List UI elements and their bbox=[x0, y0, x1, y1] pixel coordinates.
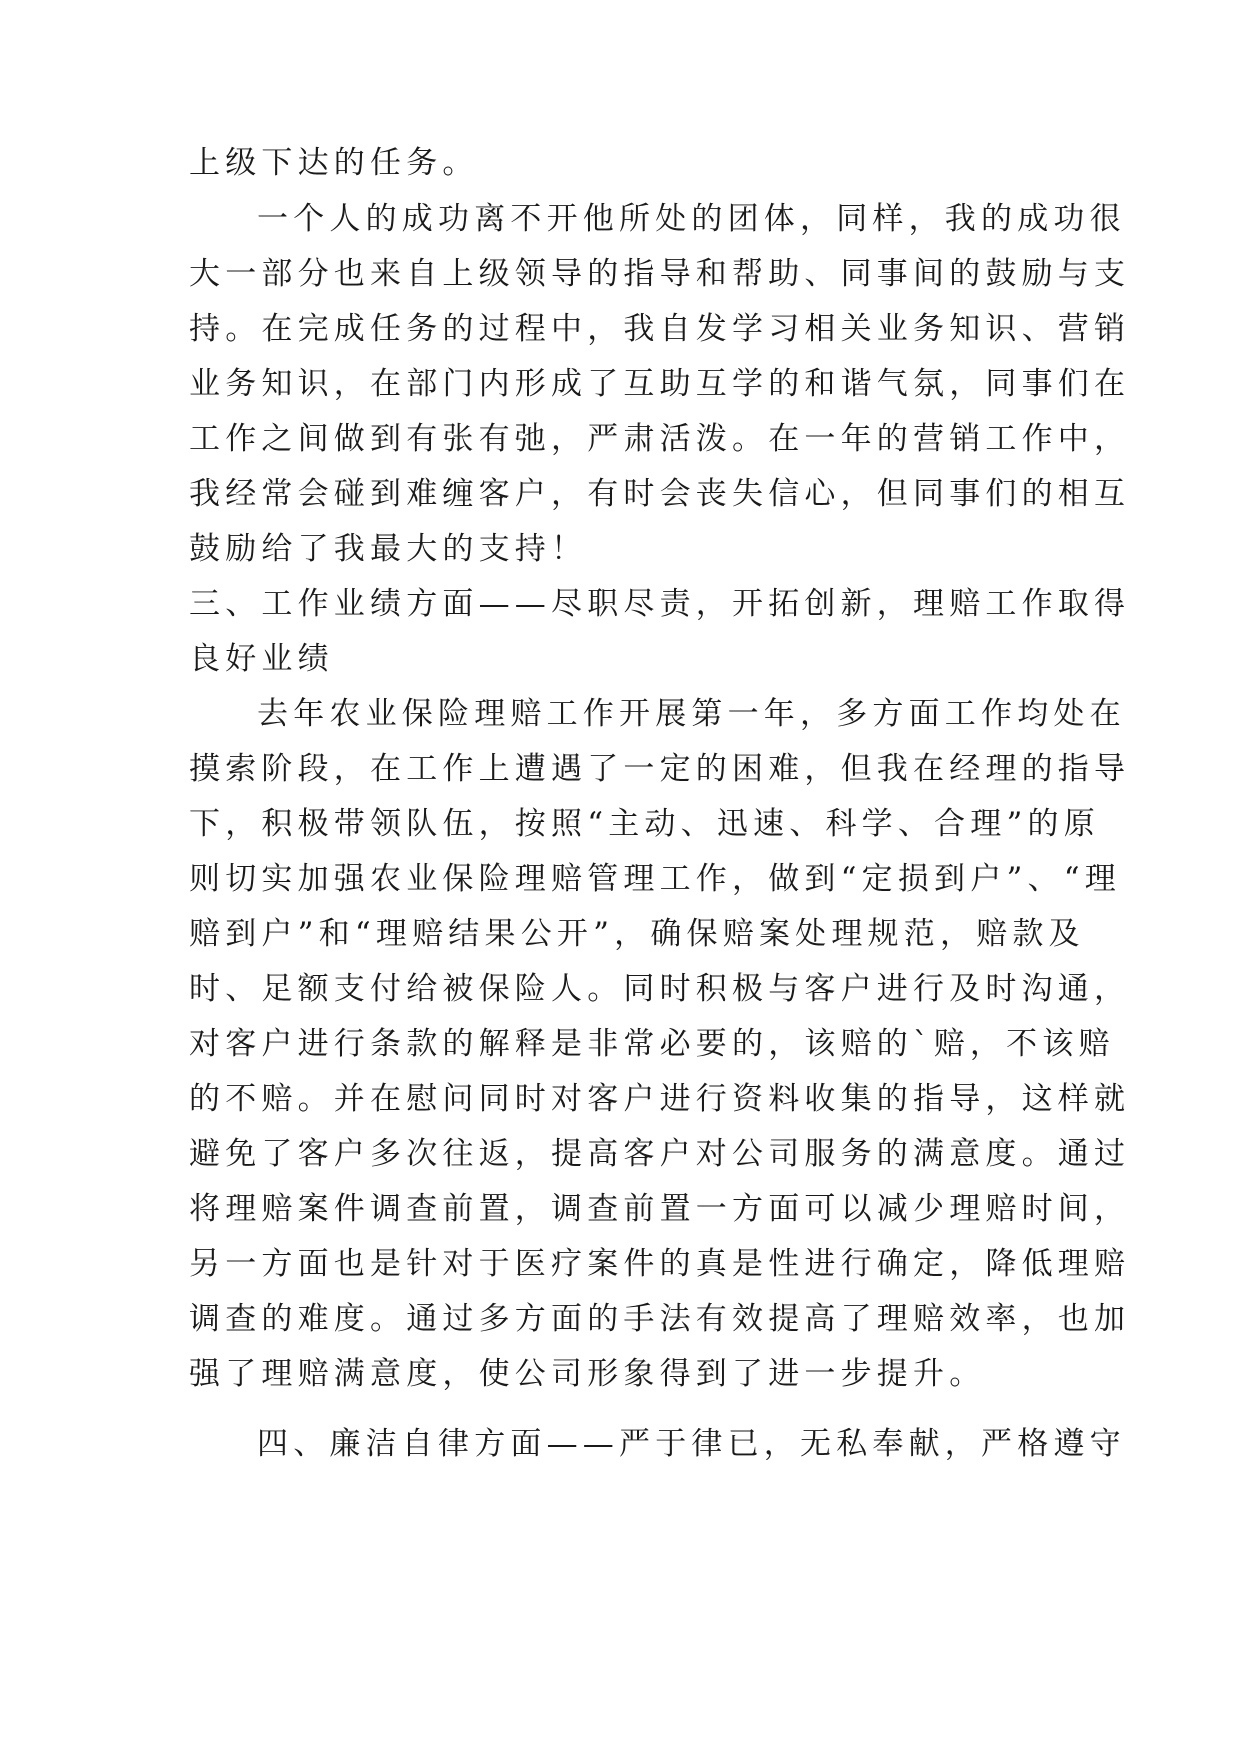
section-heading: 四、廉洁自律方面——严于律已，无私奉献，严格遵守 bbox=[257, 1426, 1126, 1462]
text-line: 的不赔。并在慰问同时对客户进行资料收集的指导，这样就 bbox=[189, 1081, 1131, 1117]
text-line: 大一部分也来自上级领导的指导和帮助、同事间的鼓励与支 bbox=[189, 256, 1131, 292]
text-line: 赔到户”和“理赔结果公开”，确保赔案处理规范，赔款及 bbox=[189, 916, 1085, 952]
text-line: 业务知识，在部门内形成了互助互学的和谐气氛，同事们在 bbox=[189, 366, 1131, 402]
text-line: 摸索阶段，在工作上遭遇了一定的困难，但我在经理的指导 bbox=[189, 751, 1131, 787]
text-line: 持。在完成任务的过程中，我自发学习相关业务知识、营销 bbox=[189, 311, 1131, 347]
text-line: 我经常会碰到难缠客户，有时会丧失信心，但同事们的相互 bbox=[189, 476, 1131, 512]
section-heading: 三、工作业绩方面——尽职尽责，开拓创新，理赔工作取得 bbox=[189, 586, 1131, 622]
text-line: 鼓励给了我最大的支持！ bbox=[189, 531, 588, 567]
section-heading-cont: 良好业绩 bbox=[189, 641, 334, 677]
text-line: 调查的难度。通过多方面的手法有效提高了理赔效率，也加 bbox=[189, 1301, 1131, 1337]
text-line: 时、足额支付给被保险人。同时积极与客户进行及时沟通， bbox=[189, 971, 1131, 1007]
text-line: 另一方面也是针对于医疗案件的真是性进行确定，降低理赔 bbox=[189, 1246, 1131, 1282]
text-line: 将理赔案件调查前置，调查前置一方面可以减少理赔时间， bbox=[189, 1191, 1131, 1227]
text-line: 下，积极带领队伍，按照“主动、迅速、科学、合理”的原 bbox=[189, 806, 1100, 842]
paragraph-first-line: 去年农业保险理赔工作开展第一年，多方面工作均处在 bbox=[257, 696, 1126, 732]
text-line: 则切实加强农业保险理赔管理工作，做到“定损到户”、“理 bbox=[189, 861, 1121, 897]
text-line: 上级下达的任务。 bbox=[189, 145, 479, 181]
text-line: 工作之间做到有张有弛，严肃活泼。在一年的营销工作中， bbox=[189, 421, 1131, 457]
text-line: 强了理赔满意度，使公司形象得到了进一步提升。 bbox=[189, 1356, 986, 1392]
text-line: 对客户进行条款的解释是非常必要的，该赔的`赔，不该赔 bbox=[189, 1026, 1115, 1062]
paragraph-first-line: 一个人的成功离不开他所处的团体，同样，我的成功很 bbox=[257, 201, 1126, 237]
text-line: 避免了客户多次往返，提高客户对公司服务的满意度。通过 bbox=[189, 1136, 1131, 1172]
